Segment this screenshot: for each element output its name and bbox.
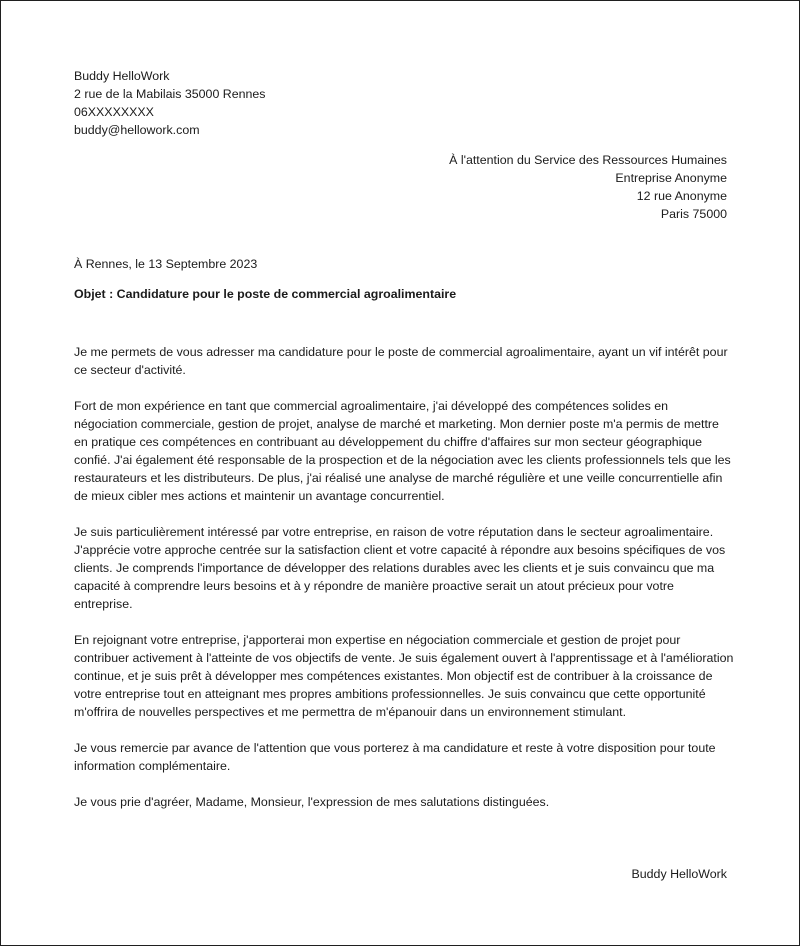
signature: Buddy HelloWork — [631, 867, 727, 881]
sender-name: Buddy HelloWork — [74, 69, 170, 83]
body-paragraph: En rejoignant votre entreprise, j'apporterai mon expertise en négociation commerciale et gestion de projet pour contribuer activement à l'atteinte de vos objectifs de vente. Je suis également ouvert à l'apprentissage et à l'amélioration continue, et je suis prêt à développer mes compétences existantes. Mon objectif est de contribuer à la croissance de votre entreprise tout en atteignant mes propres ambitions professionnelles. Je suis convaincu que cette opportunité m'offrira de nouvelles perspectives et me permettra de m'épanouir dans un environnement stimulant. — [74, 633, 734, 719]
body-paragraph: Fort de mon expérience en tant que commercial agroalimentaire, j'ai développé des compétences solides en négociation commerciale, gestion de projet, analyse de marché et marketing. Mon dernier poste m'a permis de mettre en pratique ces compétences en contribuant au développement du chiffre d'affaires sur mon secteur géographique confié. J'ai également été responsable de la prospection et de la négociation avec les clients professionnels tels que les restaurateurs et les distributeurs. De plus, j'ai réalisé une analyse de marché régulière et une veille concurrentielle afin de mieux cibler mes actions et maintenir un avantage concurrentiel. — [74, 399, 731, 503]
sender-address: 2 rue de la Mabilais 35000 Rennes — [74, 87, 266, 101]
recipient-city: Paris 75000 — [660, 207, 727, 221]
letter-date: À Rennes, le 13 Septembre 2023 — [74, 257, 258, 271]
recipient-company: Entreprise Anonyme — [615, 171, 727, 185]
recipient-attention: À l'attention du Service des Ressources Humaines — [449, 153, 727, 167]
body-paragraph: Je suis particulièrement intéressé par votre entreprise, en raison de votre réputation dans le secteur agroalimentaire. J'apprécie votre approche centrée sur la satisfaction client et votre capacité à répondre aux besoins spécifiques de vos clients. Je comprends l'importance de développer des relations durables avec les clients et je suis convaincu que ma capacité à comprendre leurs besoins et à y répondre de manière proactive serait un atout précieux pour votre entreprise. — [74, 525, 726, 611]
letter-body — [74, 343, 734, 829]
recipient-street: 12 rue Anonyme — [636, 189, 727, 203]
sender-block — [74, 67, 266, 139]
body-paragraph: Je me permets de vous adresser ma candidature pour le poste de commercial agroalimentaire, ayant un vif intérêt pour ce secteur d'activité. — [74, 345, 728, 377]
recipient-block — [449, 151, 727, 223]
letter-subject: Objet : Candidature pour le poste de commercial agroalimentaire — [74, 287, 457, 301]
sender-email: buddy@hellowork.com — [74, 123, 200, 137]
sender-phone: 06XXXXXXXX — [74, 105, 154, 119]
body-paragraph: Je vous remercie par avance de l'attention que vous porterez à ma candidature et reste à votre disposition pour toute information complémentaire. — [74, 741, 716, 773]
closing-paragraph: Je vous prie d'agréer, Madame, Monsieur, l'expression de mes salutations distinguées. — [74, 795, 550, 809]
